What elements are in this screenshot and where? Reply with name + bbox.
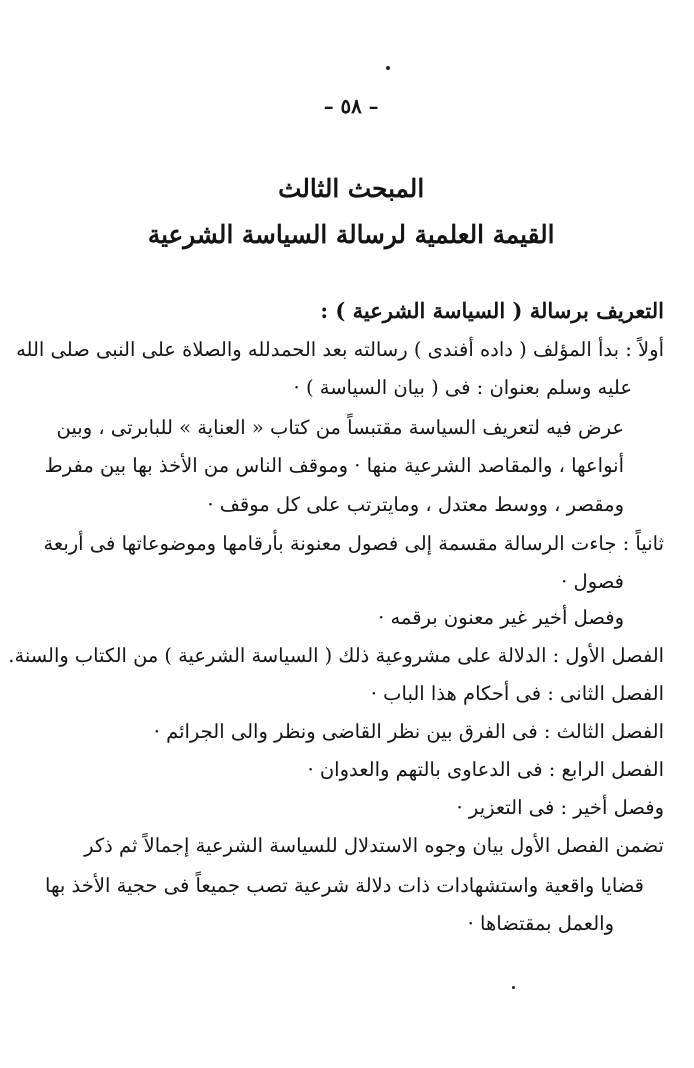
body-line: الفصل الثالث : فى الفرق بين نظر القاضى ونظر والى الجرائم · [153,720,664,743]
chapter-subtitle: القيمة العلمية لرسالة السياسة الشرعية [147,220,555,249]
body-line: تضمن الفصل الأول بيان وجوه الاستدلال للسياسة الشرعية إجمالاً ثم ذكر [84,834,664,857]
body-line: والعمل بمقتضاها · [467,912,614,935]
page-number: – ٥٨ – [323,94,379,118]
chapter-title: المبحث الثالث [278,174,425,203]
body-line: ومقصر ، ووسط معتدل ، ومايترتب على كل موقف · [207,493,624,516]
body-line: وفصل أخير : فى التعزير · [456,796,664,819]
body-line: قضايا واقعية واستشهادات ذات دلالة شرعية تصب جميعاً فى حجية الأخذ بها [45,874,644,897]
page-speck [386,66,390,70]
body-line: عرض فيه لتعريف السياسة مقتبساً من كتاب « العناية » للبابرتى ، وبين [56,416,624,439]
body-line: عليه وسلم بعنوان : فى ( بيان السياسة ) · [293,376,632,399]
body-line: الفصل الرابع : فى الدعاوى بالتهم والعدوان · [307,758,664,781]
body-line: الفصل الأول : الدلالة على مشروعية ذلك ( السياسة الشرعية ) من الكتاب والسنة. [8,644,664,667]
body-line: ثانياً : جاءت الرسالة مقسمة إلى فصول معنونة بأرقامها وموضوعاتها فى أربعة [43,532,664,555]
body-line: وفصل أخير غير معنون برقمه · [378,606,624,629]
body-line: فصول · [561,570,624,593]
body-line: أولاً : بدأ المؤلف ( داده أفندى ) رسالته بعد الحمدلله والصلاة على النبى صلى الله [16,338,664,361]
body-line: الفصل الثانى : فى أحكام هذا الباب · [370,682,664,705]
page-speck [512,986,515,989]
section-heading: التعريف برسالة ( السياسة الشرعية ) : [320,298,664,323]
body-line: أنواعها ، والمقاصد الشرعية منها · وموقف الناس من الأخذ بها بين مفرط [44,454,624,477]
